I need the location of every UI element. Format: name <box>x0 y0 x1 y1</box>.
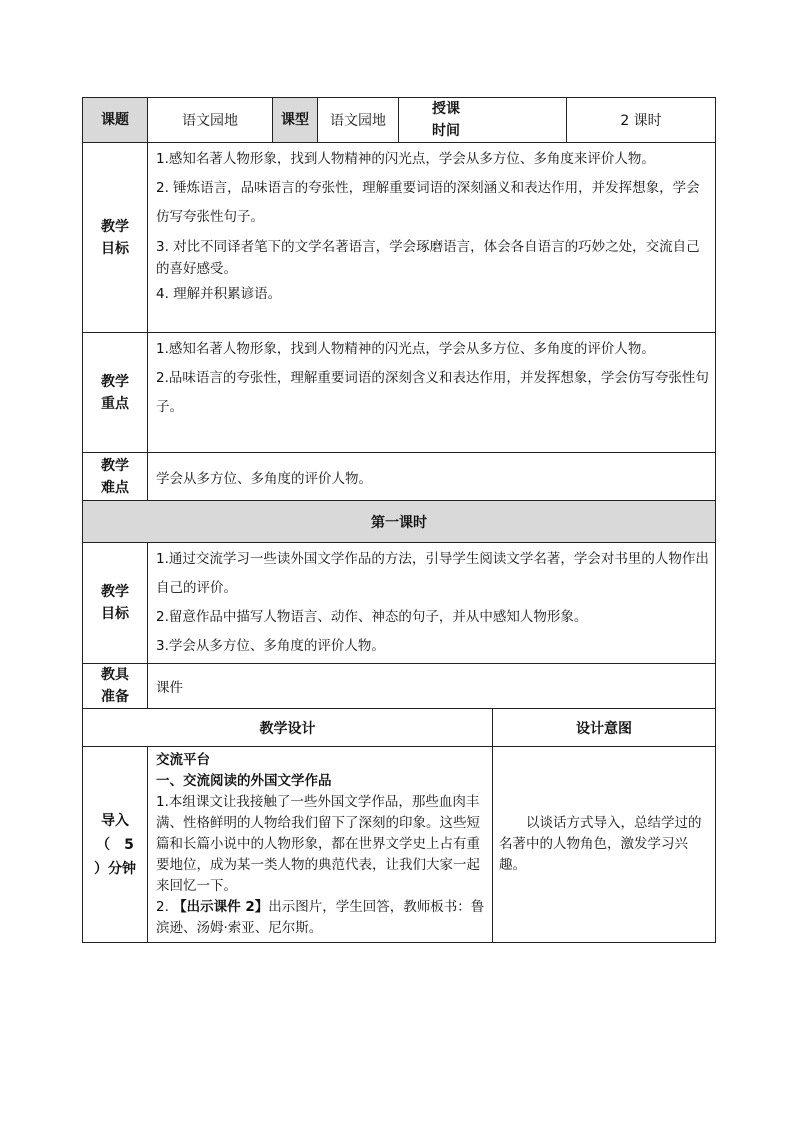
difficulty-row <box>83 453 716 501</box>
intent-text: 以谈话方式导入，总结学过的名著中的人物角色，激发学习兴趣。 <box>499 815 702 873</box>
header-row <box>83 98 716 143</box>
type-label: 课型 <box>273 98 318 143</box>
goals-content <box>148 143 716 333</box>
goals-label-line2: 目标 <box>101 240 129 257</box>
goal-item: 4. 理解并积累谚语。 <box>156 286 282 302</box>
lesson-goal-item: 2.留意作品中描写人物语言、动作、神态的句子，并从中感知人物形象。 <box>156 609 588 625</box>
intro-row <box>83 747 716 943</box>
para2-prefix: 2. <box>156 899 174 915</box>
first-lesson-title: 第一课时 <box>83 501 716 543</box>
tools-label-line1: 教具 <box>101 667 129 683</box>
lesson-goals-row <box>83 543 716 664</box>
tools-label <box>83 664 148 709</box>
difficulty-text: 学会从多方位、多角度的评价人物。 <box>148 453 716 501</box>
intro-label-line1: 导入 <box>101 812 129 829</box>
lesson-goals-label-line2: 目标 <box>101 606 129 622</box>
key-points-label-line2: 重点 <box>101 395 129 412</box>
difficulty-label <box>83 453 148 501</box>
difficulty-label-line1: 教学 <box>101 457 129 474</box>
intro-paragraph-2 <box>156 897 488 939</box>
lesson-goals-label <box>83 543 148 664</box>
intro-intent <box>493 747 716 943</box>
intro-design <box>148 747 493 943</box>
course-label: 课题 <box>83 98 148 143</box>
intro-paragraph-1: 1.本组课文让我接触了一些外国文学作品，那些血肉丰满、性格鲜明的人物给我们留下了深刻的印象。这些短篇和长篇小说中的人物形象，都在世界文学史上占有重要地位，成为某一类人物的典范代表，让我们大家一起来回忆一下。 <box>156 794 480 894</box>
lesson-goal-item: 1.通过交流学习一些读外国文学作品的方法，引导学生阅读文学名著，学会对书里的人物作出自己的评价。 <box>156 551 709 596</box>
intent-header: 设计意图 <box>493 709 716 747</box>
goals-label <box>83 143 148 333</box>
platform-title: 交流平台 <box>156 752 210 768</box>
course-value: 语文园地 <box>148 98 273 143</box>
section-title: 一、交流阅读的外国文学作品 <box>156 773 332 789</box>
type-value: 语文园地 <box>318 98 399 143</box>
goal-item: 3. 对比不同译者笔下的文学名著语言，学会琢磨语言，体会各自语言的巧妙之处，交流自己的喜好感受。 <box>156 239 700 277</box>
design-header: 教学设计 <box>83 709 493 747</box>
lesson-plan-table <box>82 97 716 943</box>
first-lesson-row <box>83 501 716 543</box>
lesson-goals-label-line1: 教学 <box>101 584 129 600</box>
key-point-item: 2.品味语言的夸张性，理解重要词语的深刻含义和表达作用，并发挥想象，学会仿写夸张性句子。 <box>156 370 709 415</box>
goal-item: 1.感知名著人物形象，找到人物精神的闪光点，学会从多方位、多角度来评价人物。 <box>156 151 655 167</box>
time-value: 2 课时 <box>567 98 716 143</box>
time-label-line1: 授课 <box>432 101 460 117</box>
key-points-row <box>83 333 716 453</box>
key-point-item: 1.感知名著人物形象，找到人物精神的闪光点，学会从多方位、多角度的评价人物。 <box>156 341 655 357</box>
key-points-label <box>83 333 148 453</box>
time-label <box>399 98 567 143</box>
tools-row <box>83 664 716 709</box>
goal-item: 2. 锤炼语言，品味语言的夸张性，理解重要词语的深刻涵义和表达作用，并发挥想象，学会仿写夸张性句子。 <box>156 180 700 225</box>
design-header-row <box>83 709 716 747</box>
goals-label-line1: 教学 <box>101 218 129 235</box>
key-points-content <box>148 333 716 453</box>
tools-label-line2: 准备 <box>101 689 129 705</box>
time-label-line2: 时间 <box>432 123 460 139</box>
goals-row <box>83 143 716 333</box>
intro-label-line3: ）分钟 <box>94 860 136 877</box>
key-points-label-line1: 教学 <box>101 373 129 390</box>
difficulty-label-line2: 难点 <box>101 479 129 496</box>
lesson-goals-content <box>148 543 716 664</box>
tools-text: 课件 <box>148 664 716 709</box>
intro-label <box>83 747 148 943</box>
courseware-tag: 【出示课件 2】 <box>173 899 269 915</box>
para2-rest: 出示图片，学生回答，教师板书：鲁滨逊、汤姆·索亚、尼尔斯。 <box>156 899 485 936</box>
lesson-goal-item: 3.学会从多方位、多角度的评价人物。 <box>156 638 385 654</box>
intro-label-line2: （ 5 <box>96 836 134 853</box>
